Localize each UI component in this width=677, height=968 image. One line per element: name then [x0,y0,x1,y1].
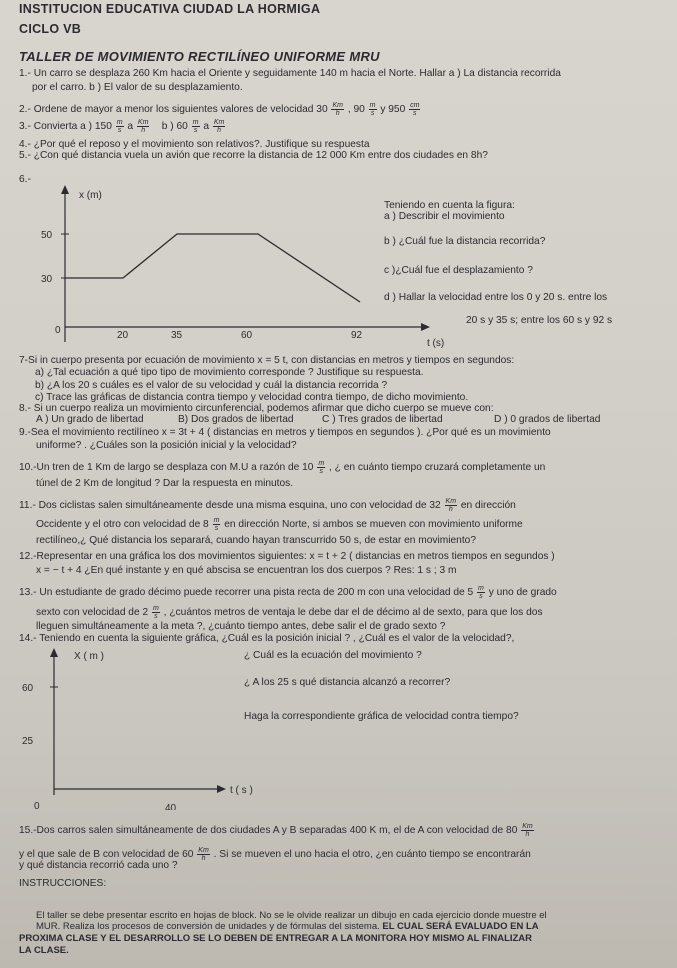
q6-label: 6.- [19,174,31,185]
q14-xtick-40: 40 [165,803,177,810]
q6-line-4: c )¿Cuál fue el desplazamiento ? [384,265,533,276]
q15-line3: y qué distancia recorrió cada uno ? [19,860,178,871]
q12-line1: 12.-Representar en una gráfica los dos movimientos siguientes: x = t + 2 ( distancias en metros tiempos en segundos ) [19,551,555,562]
q15-line2: y el que sale de B con velocidad de 60 $\frac{Km}{h}$ . Si se mueven el uno hacia el otro, ¿en cuánto tiempo se encontrarán [19,847,531,862]
q6-xtick-35: 35 [171,330,183,341]
q6-line-6: 20 s y 35 s; entre los 60 s y 92 s [466,315,613,326]
instructions-line4: LA CLASE. [19,945,69,956]
q10-line1: 10.-Un tren de 1 Km de largo se desplaza con M.U a razón de 10 $\frac{m}{s}$ , ¿ en cuánto tiempo cruzará completamente un [19,460,546,475]
q8-line1: 8.- Si un cuerpo realiza un movimiento circunferencial, podemos afirmar que dicho cuerpo se mueve con: [19,403,494,414]
q14-question-1: ¿ Cuál es la ecuación del movimiento ? [244,650,422,661]
q7-line4: c) Trace las gráficas de distancia contra tiempo y velocidad contra tiempo, de dicho movimiento. [35,392,469,403]
q13-line2: sexto con velocidad de 2 $\frac{m}{s}$ , ¿cuántos metros de ventaja le debe dar el de décimo al de sexto, para que los dos [36,605,543,620]
q1-line1: 1.- Un carro se desplaza 260 Km hacia el Oriente y seguidamente 140 m hacia el Norte. Hallar a ) La distancia recorrida [19,68,561,79]
q14-x-arrow [217,785,226,793]
q6-xtick-92: 92 [351,330,363,341]
q14-ytick-60: 60 [22,683,34,694]
q7-line3: b) ¿A los 20 s cuáles es el valor de su velocidad y cuál la distancia recorrida ? [35,380,388,391]
q6-line-2: a ) Describir el movimiento [384,211,505,222]
q14-ytick-25: 25 [22,736,34,747]
q13-line3: lleguen simultáneamente a la meta ?, ¿cuánto tiempo antes, debe salir el de grado sexto ? [36,621,446,632]
q14-y-label: X ( m ) [74,651,104,662]
q12-line2: x = − t + 4 ¿En qué instante y en qué abscisa se encuentran los dos cuerpos ? Res: 1 s ; 3 m [36,565,457,576]
q14-x-label: t ( s ) [230,785,253,796]
q7-line1: 7-Si in cuerpo presenta por ecuación de movimiento x = 5 t, con distancias en metros y tiempos en segundos: [19,355,515,366]
q6-ytick-0: 0 [55,325,61,336]
q6-xtick-20: 20 [117,330,129,341]
q6-line-1: Teniendo en cuenta la figura: [384,200,515,211]
q2-text: 2.- Ordene de mayor a menor los siguientes valores de velocidad 30 $\frac{Km}{h}$ , 90 $\frac{m}{s}$ y 950 $\frac{cm}{s}$ [19,102,420,117]
q6-line-5: d ) Hallar la velocidad entre los 0 y 20 s. entre los [384,292,608,303]
q14-ytick-0: 0 [34,801,40,810]
q14-question-2: ¿ A los 25 s qué distancia alcanzó a recorrer? [244,677,451,688]
q9-line1: 9.-Sea el movimiento rectilíneo x = 3t + 4 ( distancias en metros y tiempos en segundos ). ¿Por qué es un movimiento [19,427,551,438]
q6-position-line [65,234,360,302]
q11-line1: 11.- Dos ciclistas salen simultáneamente desde una misma esquina, uno con velocidad de 32 $\frac{Km}{h}$ en dirección [19,498,516,513]
q15-line1: 15.-Dos carros salen simultáneamente de dos ciudades A y B separadas 400 K m, el de A con velocidad de 80 $\frac{Km}{h}$ [19,823,533,838]
q8-option-b: B) Dos grados de libertad [178,414,294,425]
q5-text: 5.- ¿Con qué distancia vuela un avión que recorre la distancia de 12 000 Km entre dos ciudades en 8h? [19,150,488,161]
q13-line1: 13.- Un estudiante de grado décimo puede recorrer una pista recta de 200 m con una velocidad de 5 $\frac{m}{s}$ y uno de grado [19,585,557,600]
school-name: INSTITUCION EDUCATIVA CIUDAD LA HORMIGA [19,2,321,16]
q14-y-arrow [50,648,58,657]
q11-line2: Occidente y el otro con velocidad de 8 $\frac{m}{s}$ en dirección Norte, si ambos se mueven con movimiento uniforme [36,517,523,532]
q14-line1: 14.- Teniendo en cuenta la siguiente gráfica, ¿Cuál es la posición inicial ? , ¿Cuál es el valor de la velocidad?, [19,633,515,644]
q14-position-time-graph [20,645,260,810]
q4-text: 4.- ¿Por qué el reposo y el movimiento son relativos?. Justifique su respuesta [19,139,370,150]
page-title: TALLER DE MOVIMIENTO RECTILÍNEO UNIFORME MRU [19,49,380,64]
q9-line2: uniforme? . ¿Cuáles son la posición inicial y la velocidad? [36,440,297,451]
instructions-heading: INSTRUCCIONES: [19,878,107,889]
q6-y-arrow [61,185,69,194]
instructions-line1: El taller se debe presentar escrito en hojas de block. No se le olvide realizar un dibujo en cada ejercicio donde muestre el [36,910,547,921]
q14-question-3: Haga la correspondiente gráfica de velocidad contra tiempo? [244,711,519,722]
q8-option-c: C ) Tres grados de libertad [322,414,443,425]
q6-xtick-60: 60 [241,330,253,341]
q11-line3: rectilíneo,¿ Qué distancia los separará, cuando hayan transcurrido 50 s, de estar en movimiento? [36,535,476,546]
grade-label: CICLO VB [19,22,82,36]
q6-x-arrow [421,323,430,331]
q1-line2: por el carro. b ) El valor de su desplazamiento. [32,82,243,93]
q6-ytick-50: 50 [41,230,53,241]
q6-ytick-30: 30 [41,274,53,285]
q8-option-d: D ) 0 grados de libertad [494,414,601,425]
q7-line2: a) ¿Tal ecuación a qué tipo tipo de movimiento corresponde ? Justifique su respuesta. [35,367,424,378]
q6-y-label: x (m) [79,190,102,201]
q8-option-a: A ) Un grado de libertad [36,414,144,425]
q6-x-label: t (s) [427,338,445,349]
instructions-line2: MUR. Realiza los procesos de conversión de unidades y de fórmulas del sistema. EL CUAL SERÁ EVALUADO EN LA [36,921,539,932]
q6-line-3: b ) ¿Cuál fue la distancia recorrida? [384,236,546,247]
q10-line2: túnel de 2 Km de longitud ? Dar la respuesta en minutos. [36,478,294,489]
q3-text: 3.- Convierta a ) 150 $\frac{m}{s}$ a $\frac{Km}{h}$ b ) 60 $\frac{m}{s}$ a $\frac{Km}{h}$ [19,119,225,134]
instructions-line3: PROXIMA CLASE Y EL DESARROLLO SE LO DEBEN DE ENTREGAR A LA MONITORA HOY MISMO AL FINALIZAR [19,933,533,944]
